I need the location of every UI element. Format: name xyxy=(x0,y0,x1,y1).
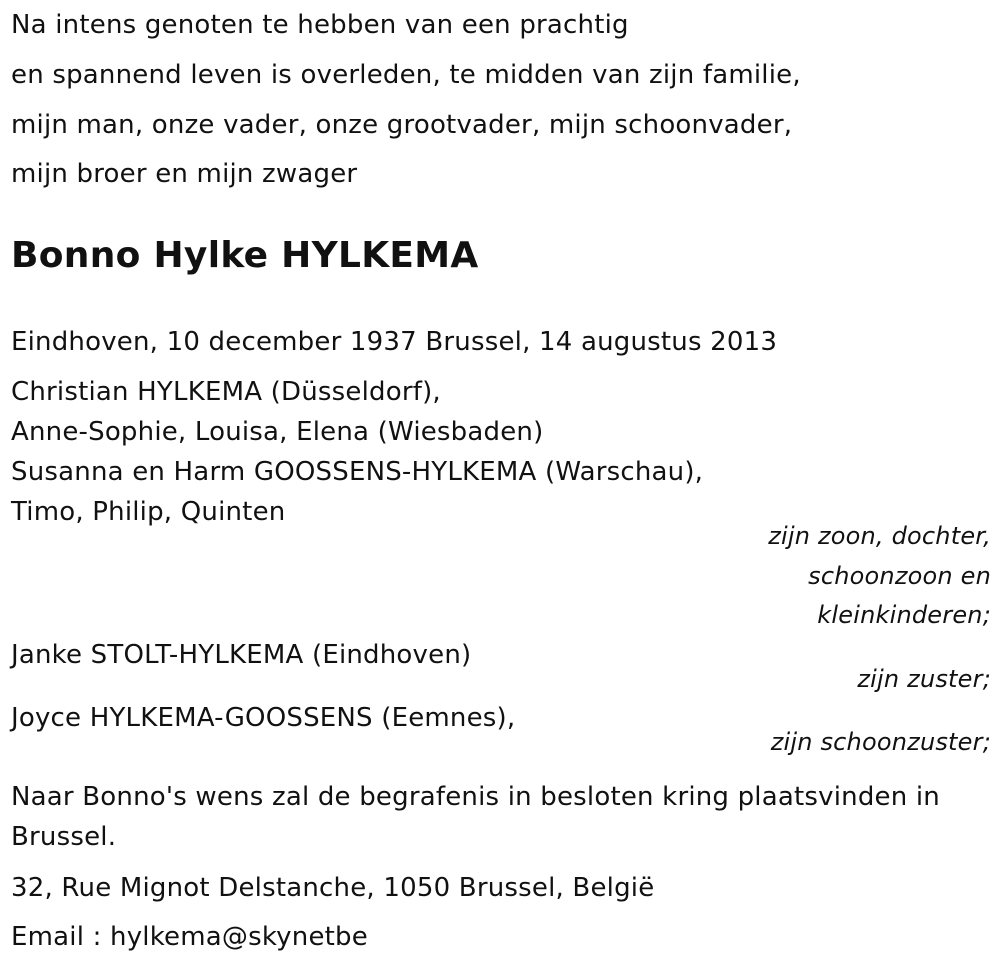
children-line-3: Susanna en Harm GOOSSENS-HYLKEMA (Warschau), xyxy=(11,457,704,487)
children-line-4: Timo, Philip, Quinten xyxy=(11,497,286,527)
sister-in-law-line: Joyce HYLKEMA-GOOSSENS (Eemnes), xyxy=(11,703,516,733)
email-line: Email : hylkema@skynetbe xyxy=(11,922,368,952)
children-line-1: Christian HYLKEMA (Düsseldorf), xyxy=(11,377,441,407)
birth-death-line: Eindhoven, 10 december 1937 Brussel, 14 augustus 2013 xyxy=(11,327,778,357)
funeral-note: Naar Bonno's wens zal de begrafenis in besloten kring plaatsvinden in Brussel. xyxy=(11,782,940,852)
children-line-2: Anne-Sophie, Louisa, Elena (Wiesbaden) xyxy=(11,417,544,447)
address-line: 32, Rue Mignot Delstanche, 1050 Brussel, België xyxy=(11,873,655,903)
intro-line-2: en spannend leven is overleden, te midden van zijn familie, xyxy=(11,60,801,90)
intro-line-1: Na intens genoten te hebben van een prachtig xyxy=(11,10,629,40)
death-notice xyxy=(11,0,991,972)
sister-in-law-relation: zijn schoonzuster; xyxy=(770,728,991,756)
sister-line: Janke STOLT-HYLKEMA (Eindhoven) xyxy=(11,640,472,670)
children-relation-1: zijn zoon, dochter, xyxy=(768,522,991,550)
intro-line-4: mijn broer en mijn zwager xyxy=(11,159,358,189)
deceased-name: Bonno Hylke HYLKEMA xyxy=(11,235,479,276)
sister-relation: zijn zuster; xyxy=(857,665,991,693)
children-relation-3: kleinkinderen; xyxy=(817,601,991,629)
children-relation-2: schoonzoon en xyxy=(808,562,991,590)
intro-line-3: mijn man, onze vader, onze grootvader, mijn schoonvader, xyxy=(11,110,793,140)
